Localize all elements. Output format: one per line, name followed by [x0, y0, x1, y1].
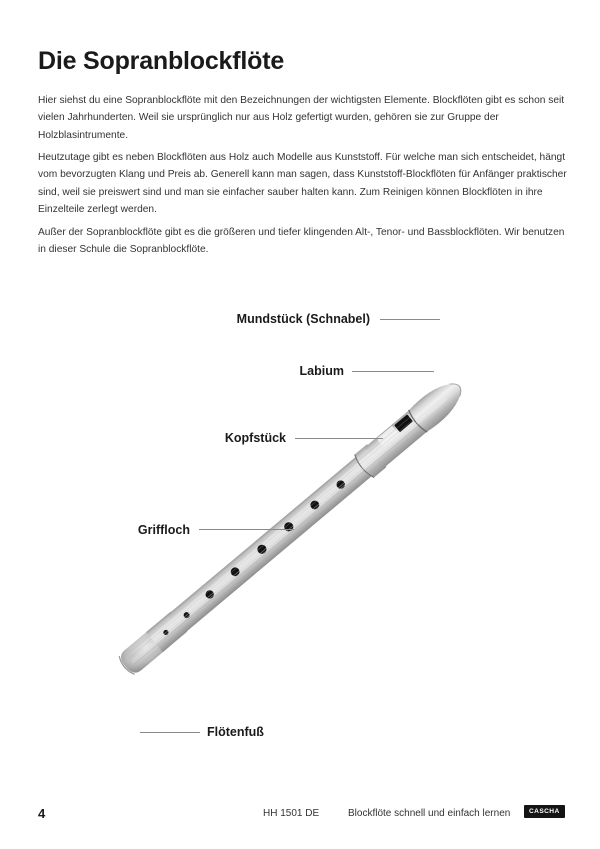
callout-label-mundstueck: Mundstück (Schnabel) — [236, 312, 370, 326]
callout-label-floetenfuss: Flötenfuß — [207, 725, 264, 739]
footer-product-code: HH 1501 DE — [263, 808, 320, 819]
page-footer — [0, 800, 600, 840]
cascha-logo: CASCHA — [524, 805, 565, 818]
leader-line-griffloch — [199, 529, 294, 530]
callout-label-labium: Labium — [299, 364, 344, 378]
intro-paragraph-1: Hier siehst du eine Sopranblockflöte mit den Bezeichnungen der wichtigsten Elemente. Blockflöten gibt es schon seit vielen Jahrhunderten. Weil sie ursprünglich nur aus Holz gefertigt wurden, gehören sie zur Gruppe der Holzblasintrumente. — [38, 95, 565, 141]
leader-line-floetenfuss — [140, 732, 200, 733]
leader-line-kopfstueck — [295, 438, 383, 439]
page-title: Die Sopranblockflöte — [38, 46, 285, 75]
leader-line-mundstueck — [380, 319, 440, 320]
footer-page-number: 4 — [38, 806, 46, 821]
callout-label-griffloch: Griffloch — [137, 523, 190, 537]
footer-book-subtitle: Blockflöte schnell und einfach lernen — [348, 808, 511, 819]
leader-line-labium — [352, 371, 434, 372]
intro-paragraph-2: Heutzutage gibt es neben Blockflöten aus Holz auch Modelle aus Kunststoff. Für welche man sich entscheidet, hängt vom bevorzugten Klang und Preis ab. Generell kann man sagen, dass Kunststoff-Blockflöten für Anfänger praktischer sind, weil sie preiswert sind und man sie einfacher sauber halten kann. Zum Reinigen können Blockflöten in ihre Einzelteile zerlegt werden. — [38, 152, 567, 215]
recorder-illustration — [0, 270, 600, 770]
intro-paragraph-3: Außer der Sopranblockflöte gibt es die größeren und tiefer klingenden Alt-, Tenor- und Bassblockflöten. Wir benutzen in dieser Schule die Sopranblockflöte. — [38, 227, 565, 256]
recorder-drawing — [0, 270, 600, 770]
callout-label-kopfstueck: Kopfstück — [224, 431, 286, 445]
